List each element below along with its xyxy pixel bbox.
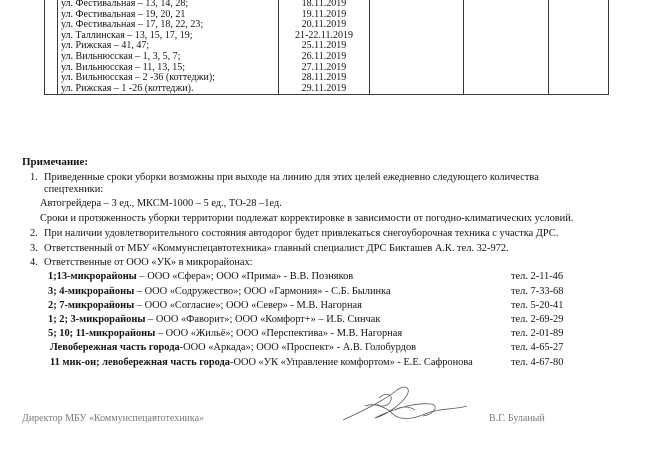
district-responsible: – ООО «Жильё»; ООО «Перспектива» - М.В. Нагорная: [155, 328, 403, 339]
row-marker-cell: [45, 41, 58, 52]
date-cell: 28.11.2019: [279, 73, 370, 84]
empty-cell: [549, 0, 609, 10]
empty-cell: [370, 73, 464, 84]
empty-cell: [549, 84, 609, 95]
table-row: [45, 10, 609, 21]
district-area: 11 мик-он; левобережная часть города: [50, 357, 230, 368]
date-cell: 21-22.11.2019: [279, 31, 370, 42]
empty-cell: [549, 41, 609, 52]
note-item-3: [30, 243, 509, 255]
row-marker-cell: [45, 31, 58, 42]
district-phone: тел. 2-11-46: [511, 271, 564, 282]
date-cell: 29.11.2019: [279, 84, 370, 95]
empty-cell: [370, 10, 464, 21]
district-area: 1; 2; 3-микрорайоны: [48, 314, 146, 325]
district-responsible: – ООО «Сфера»; ООО «Прима» - В.В. Позняков: [136, 271, 354, 282]
date-cell: 20.11.2019: [279, 20, 370, 31]
district-area: 5; 10; 11-микрорайоны: [48, 328, 156, 339]
district-area: 3; 4-микрорайоны: [48, 286, 135, 297]
row-marker-cell: [45, 10, 58, 21]
empty-cell: [370, 31, 464, 42]
empty-cell: [464, 52, 549, 63]
empty-cell: [370, 20, 464, 31]
district-line: [50, 342, 416, 354]
district-phone: тел. 2-01-89: [511, 328, 564, 339]
district-line: [48, 271, 353, 283]
note-number: 4.: [30, 257, 38, 268]
district-phone: тел. 2-69-29: [511, 314, 564, 325]
note-text: Ответственные от ООО «УК» в микрорайонах:: [44, 257, 253, 268]
table-row: [45, 41, 609, 52]
empty-cell: [549, 20, 609, 31]
empty-cell: [549, 52, 609, 63]
empty-cell: [464, 0, 549, 10]
note-vehicles: Автогрейдера – 3 ед., МКСМ-1000 – 5 ед., ТО-28 –1ед.: [40, 198, 282, 209]
district-line: [48, 300, 362, 312]
note-item-1-cont: спецтехники:: [44, 184, 104, 195]
row-marker-cell: [45, 0, 58, 10]
empty-cell: [549, 31, 609, 42]
street-cell: ул. Фестивальная – 13, 14, 28;: [58, 0, 279, 10]
date-cell: 25.11.2019: [279, 41, 370, 52]
empty-cell: [370, 63, 464, 74]
row-marker-cell: [45, 73, 58, 84]
date-cell: 27.11.2019: [279, 63, 370, 74]
empty-cell: [549, 10, 609, 21]
district-phone: тел. 5-20-41: [511, 300, 564, 311]
district-area: Левобережная часть города: [50, 342, 180, 353]
empty-cell: [549, 73, 609, 84]
district-responsible: – ООО «Фаворит»; ООО «Комфорт+» – И.Б. Синчак: [145, 314, 381, 325]
street-cell: ул. Рижская – 41, 47;: [58, 41, 279, 52]
signatory-title: Директор МБУ «Коммунспецавтотехника»: [22, 413, 205, 424]
empty-cell: [549, 63, 609, 74]
empty-cell: [464, 84, 549, 95]
note-number: 3.: [30, 243, 38, 254]
note-adjustment: Сроки и протяженность уборки территории подлежат корректировке в зависимости от погодно-климатических условий.: [40, 213, 574, 224]
table-row: [45, 84, 609, 95]
street-cell: ул. Таллинская – 13, 15, 17, 19;: [58, 31, 279, 42]
note-text: Ответственный от МБУ «Коммунспецавтотехника» главный специалист ДРС Бикташев А.К. тел. 32-972.: [44, 243, 509, 254]
table-row: [45, 52, 609, 63]
table-row: [45, 73, 609, 84]
empty-cell: [464, 10, 549, 21]
note-number: 2.: [30, 228, 38, 239]
empty-cell: [464, 41, 549, 52]
district-area: 1;13-микрорайоны: [48, 271, 137, 282]
note-item-4: [30, 257, 253, 269]
row-marker-cell: [45, 84, 58, 95]
empty-cell: [464, 63, 549, 74]
empty-cell: [464, 20, 549, 31]
empty-cell: [370, 41, 464, 52]
district-responsible: – ООО «Содружество»; ООО «Гармония» - С.Б. Былинка: [134, 286, 391, 297]
row-marker-cell: [45, 52, 58, 63]
note-item-1: [30, 172, 539, 184]
district-responsible: – ООО «Согласие»; ООО «Север» - М.В. Нагорная: [134, 300, 362, 311]
date-cell: 19.11.2019: [279, 10, 370, 21]
empty-cell: [370, 84, 464, 95]
date-cell: 18.11.2019: [279, 0, 370, 10]
empty-cell: [464, 73, 549, 84]
district-phone: тел. 7-33-68: [511, 286, 564, 297]
street-cell: ул. Вильнюсская – 2 -36 (коттеджи);: [58, 73, 279, 84]
notes-title: Примечание:: [22, 156, 89, 168]
note-item-2: [30, 228, 558, 240]
note-text: Приведенные сроки уборки возможны при выходе на линию для этих целей ежедневно следующего количества: [44, 172, 539, 183]
district-responsible: -ООО «УК «Управление комфортом» - Е.Е. Сафронова: [229, 357, 473, 368]
note-number: 1.: [30, 172, 38, 183]
district-phone: тел. 4-65-27: [511, 342, 564, 353]
handwritten-signature-icon: [335, 380, 475, 432]
district-responsible: -ООО «Аркада»; ООО «Проспект» - А.В. Голобурдов: [179, 342, 417, 353]
note-text: При наличии удовлетворительного состояния автодорог будет привлекаться снегоуборочная техника с участка ДРС.: [44, 228, 559, 239]
street-cell: ул. Рижская – 1 -26 (коттеджи).: [58, 84, 279, 95]
district-phone: тел. 4-67-80: [511, 357, 564, 368]
district-line: [48, 286, 391, 298]
date-cell: 26.11.2019: [279, 52, 370, 63]
street-cell: ул. Фестивальная – 19, 20, 21: [58, 10, 279, 21]
district-line: [50, 357, 473, 369]
empty-cell: [370, 52, 464, 63]
empty-cell: [370, 0, 464, 10]
table-row: [45, 0, 609, 10]
row-marker-cell: [45, 63, 58, 74]
empty-cell: [464, 31, 549, 42]
table-row: [45, 63, 609, 74]
table-row: [45, 20, 609, 31]
district-area: 2; 7-микрорайоны: [48, 300, 135, 311]
row-marker-cell: [45, 20, 58, 31]
street-cell: ул. Фестивальная – 17, 18, 22, 23;: [58, 20, 279, 31]
street-cell: ул. Вильнюсская – 11, 13, 15;: [58, 63, 279, 74]
signatory-name: В.Г. Буланый: [489, 413, 545, 424]
street-cell: ул. Вильнюсская – 1, 3, 5, 7;: [58, 52, 279, 63]
district-line: [48, 328, 402, 340]
table-row: [45, 31, 609, 42]
cleaning-schedule-table: [44, 0, 609, 95]
district-line: [48, 314, 380, 326]
